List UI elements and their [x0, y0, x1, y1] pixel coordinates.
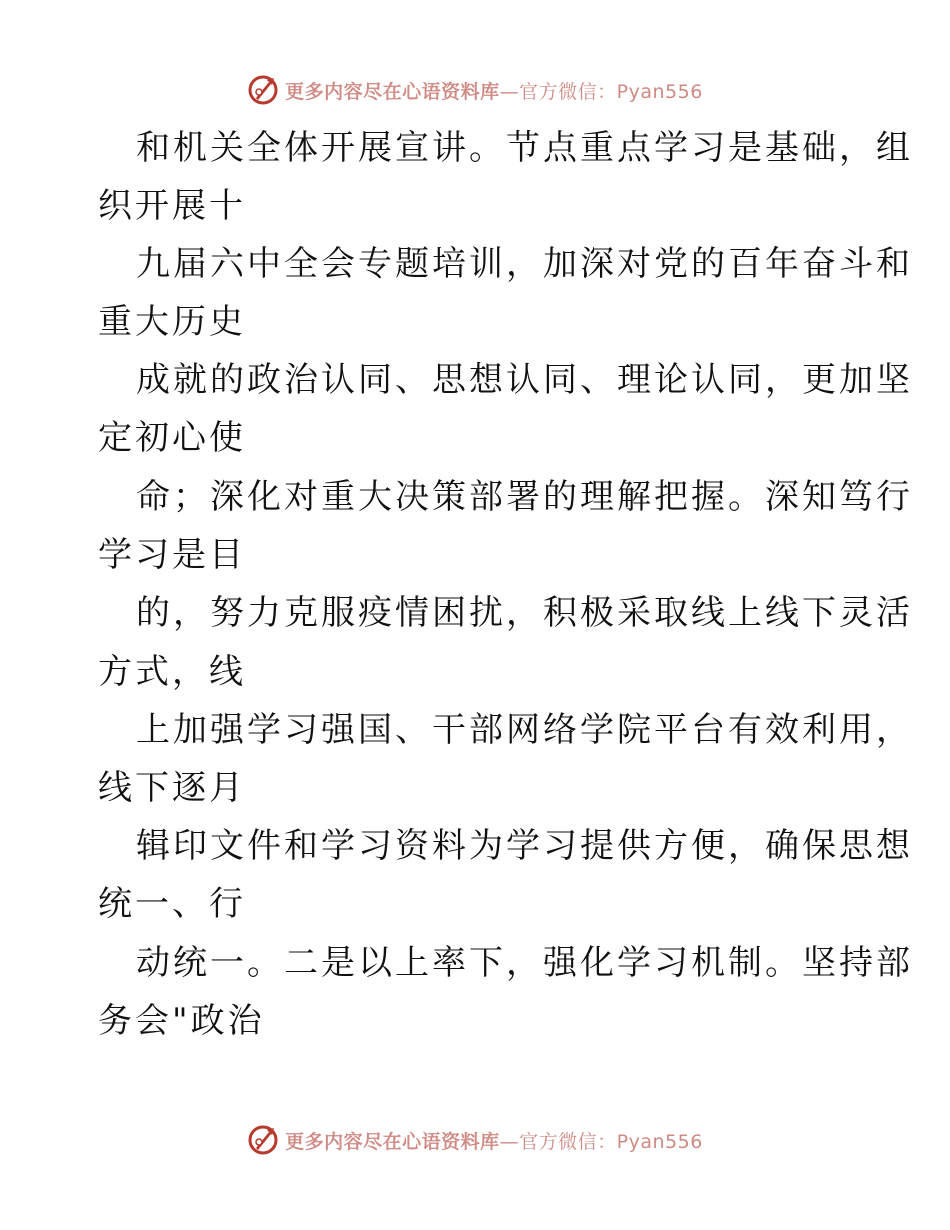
watermark-text — [285, 1127, 703, 1154]
text-line: 和机关全体开展宣讲。节点重点学习是基础，组 — [136, 128, 913, 168]
text-line: 辑印文件和学习资料为学习提供方便，确保思想 — [136, 826, 913, 866]
text-line: 成就的政治认同、思想认同、理论认同，更加坚 — [136, 360, 913, 400]
text-line: 织开展十 — [98, 186, 246, 226]
text-line: 命；深化对重大决策部署的理解把握。深知笃行 — [136, 477, 913, 517]
text-line: 九届六中全会专题培训，加深对党的百年奋斗和 — [136, 244, 913, 284]
watermark-dash: — — [499, 80, 520, 103]
text-line: 的，努力克服疫情困扰，积极采取线上线下灵活 — [136, 593, 913, 633]
quill-logo-icon — [247, 1124, 279, 1156]
text-line: 方式，线 — [98, 652, 246, 692]
watermark-wechat: 官方微信：Pyan556 — [519, 1130, 703, 1153]
text-line: 上加强学习强国、干部网络学院平台有效利用， — [136, 710, 913, 750]
watermark-wechat: 官方微信：Pyan556 — [519, 80, 703, 103]
text-line: 学习是目 — [98, 535, 246, 575]
text-line: 统一、行 — [98, 884, 246, 924]
text-line: 动统一。二是以上率下，强化学习机制。坚持部 — [136, 943, 913, 983]
text-line: 线下逐月 — [98, 768, 246, 808]
text-line: 务会"政治 — [98, 1001, 265, 1041]
watermark-site-name: 更多内容尽在心语资料库 — [285, 80, 500, 103]
watermark-dash: — — [499, 1130, 520, 1153]
text-line: 重大历史 — [98, 302, 246, 342]
watermark-site-name: 更多内容尽在心语资料库 — [285, 1130, 500, 1153]
text-line: 定初心使 — [98, 418, 246, 458]
footer-watermark — [0, 1120, 950, 1160]
